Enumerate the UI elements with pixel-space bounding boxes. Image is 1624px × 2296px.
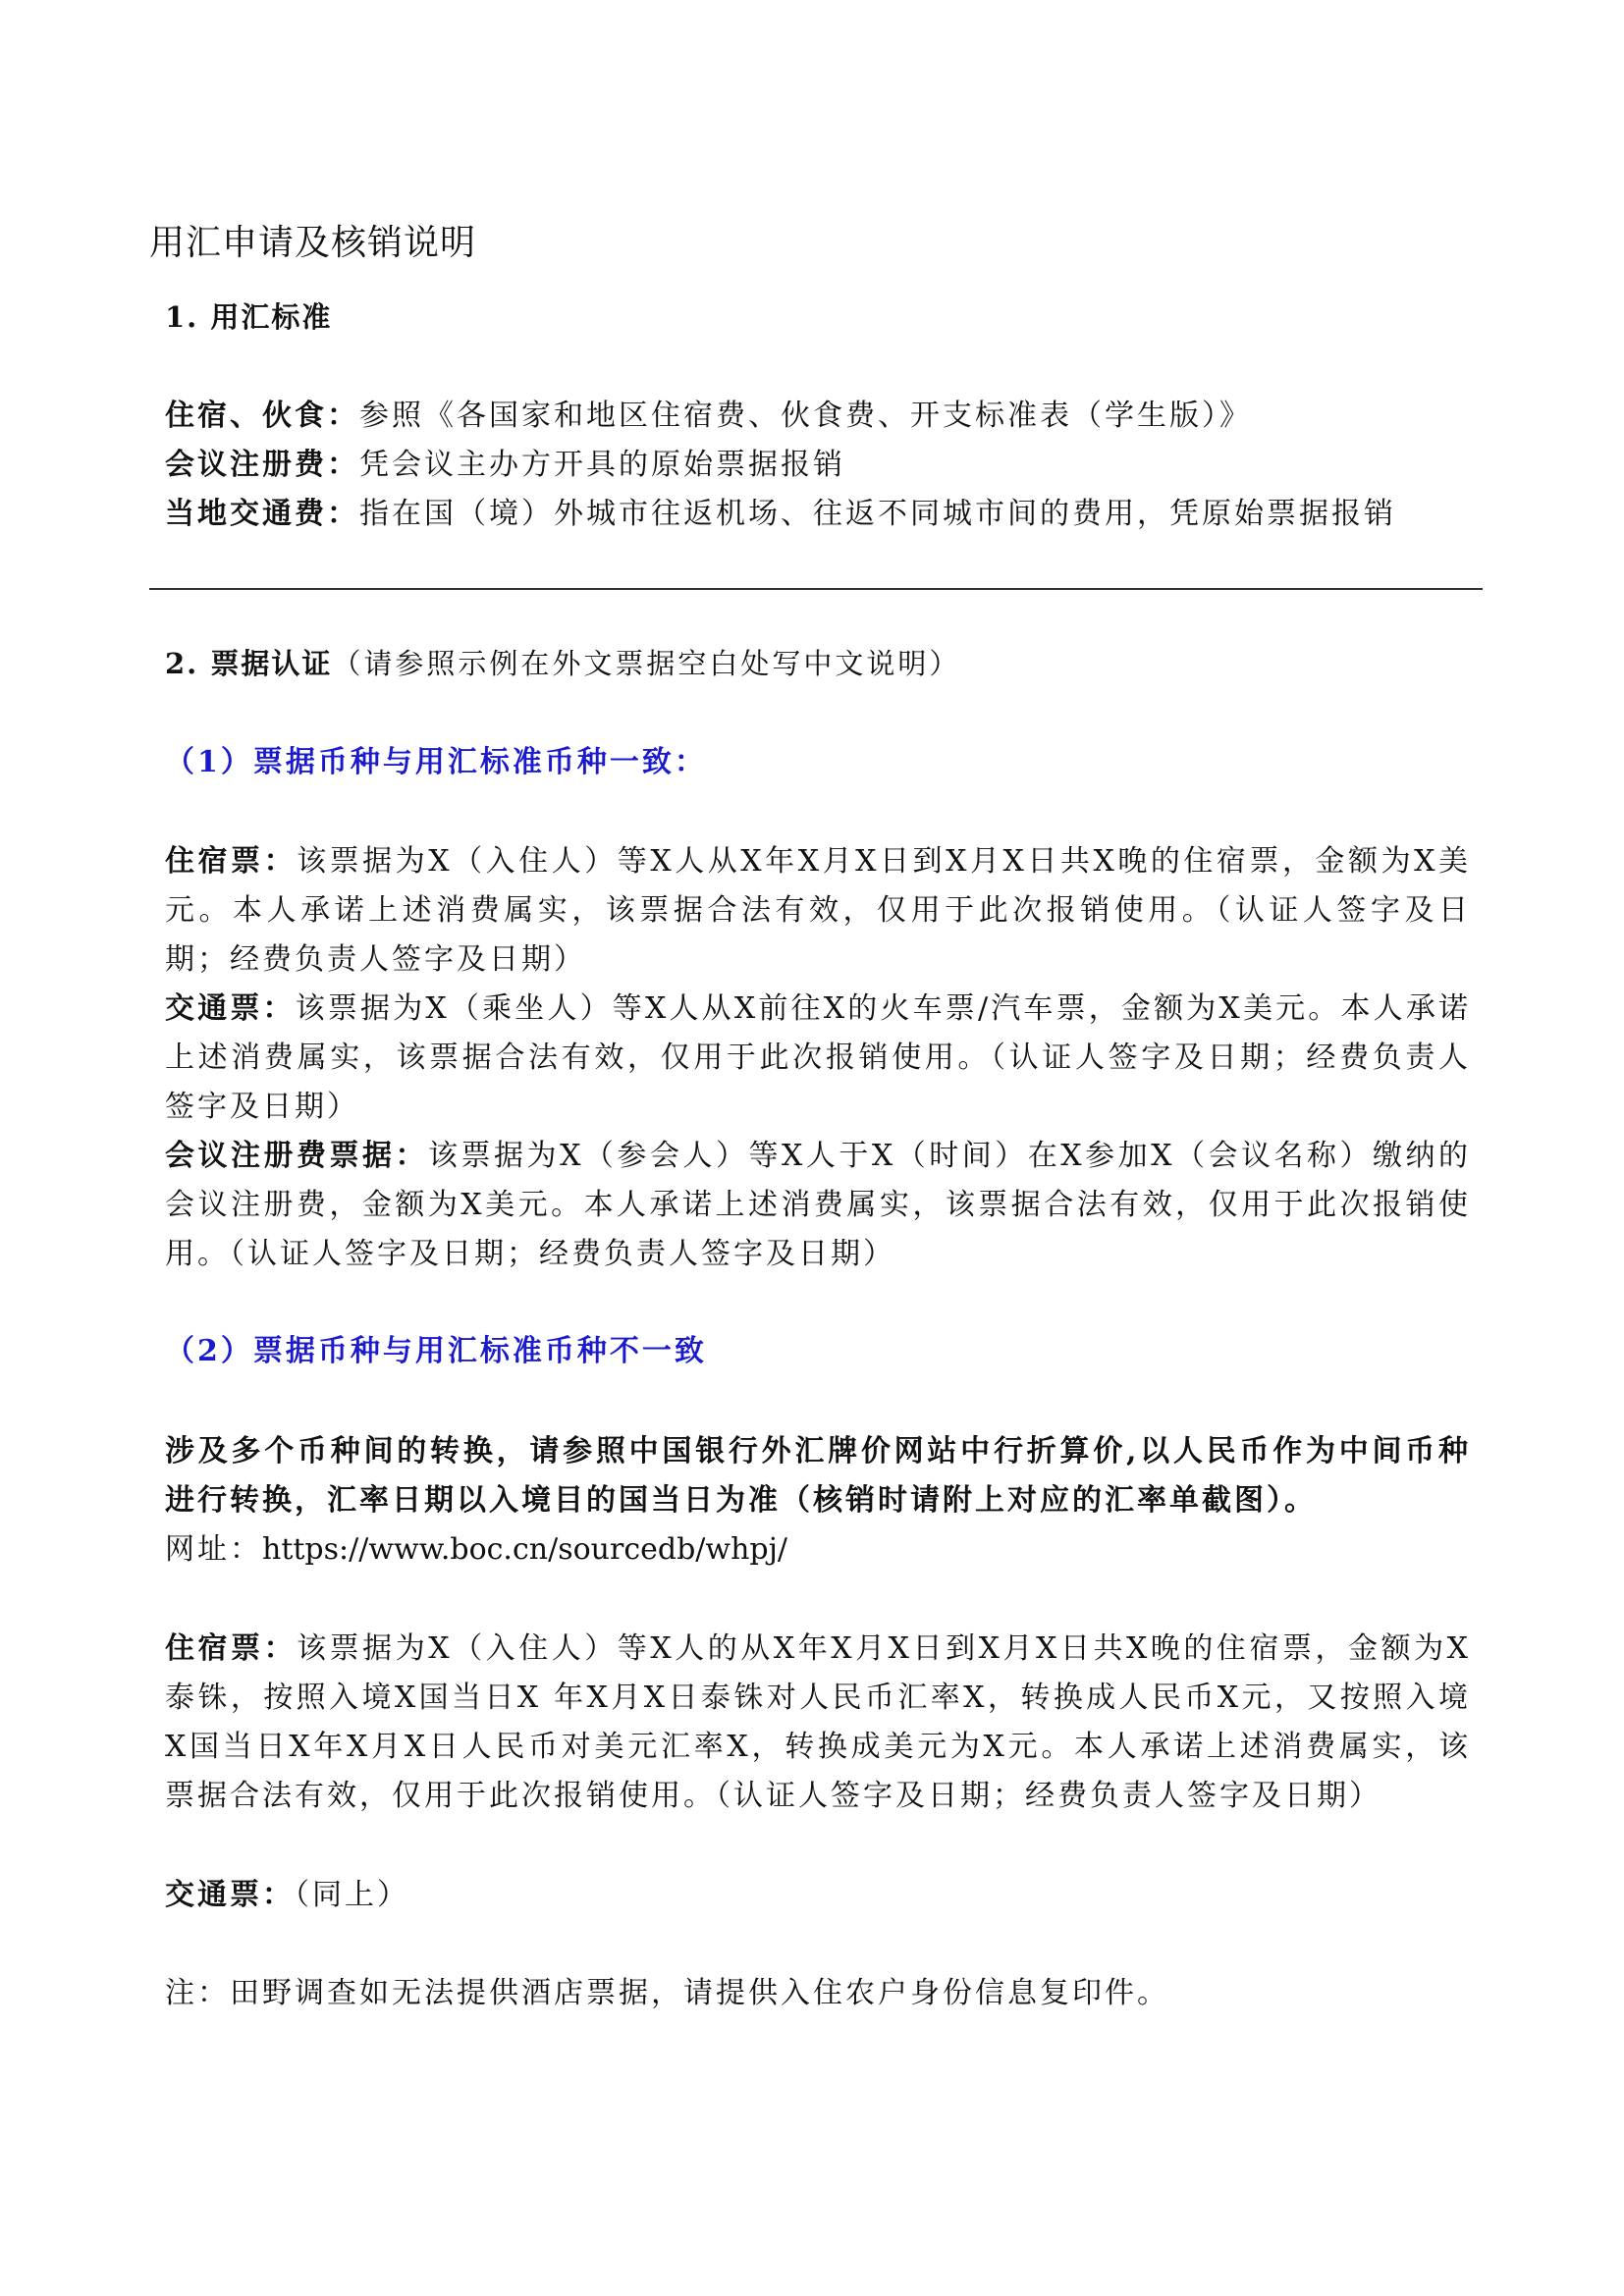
standard-label: 会议注册费：	[165, 448, 359, 482]
section-1-heading: 1. 用汇标准	[165, 300, 333, 334]
section-divider	[149, 588, 1483, 590]
entry-label: 交通票：	[165, 1878, 295, 1912]
conversion-instruction	[165, 1427, 1471, 1525]
page-title: 用汇申请及核销说明	[149, 223, 477, 263]
subsection-2-heading: （2）票据币种与用汇标准币种不一致	[165, 1334, 707, 1368]
reference-url-line	[165, 1525, 787, 1575]
receipt-entry-transport	[165, 985, 1471, 1132]
standard-item-transport	[165, 490, 1396, 539]
entry-label: 住宿票：	[165, 844, 298, 879]
receipt-entry-lodging	[165, 837, 1471, 985]
subsection-1-heading: （1）票据币种与用汇标准币种一致：	[165, 745, 707, 779]
section-2-heading	[165, 639, 960, 688]
url-label: 网址：	[165, 1532, 262, 1567]
entry-text: 该票据为X（乘坐人）等X人从X前往X的火车票/汽车票，金额为X美元。本人承诺上述消费属实，该票据合法有效，仅用于此次报销使用。（认证人签字及日期；经费负责人签字及日期）	[165, 991, 1471, 1124]
instruction-text: 涉及多个币种间的转换，请参照中国银行外汇牌价网站中行折算价,以人民币作为中间币种进行转换，汇率日期以入境目的国当日为准（核销时请附上对应的汇率单截图）。	[165, 1434, 1471, 1518]
receipt-entry-lodging-converted	[165, 1625, 1471, 1821]
standard-label: 住宿、伙食：	[165, 399, 359, 433]
standard-item-lodging	[165, 392, 1252, 441]
entry-label: 会议注册费票据：	[165, 1139, 429, 1173]
standard-text: 凭会议主办方开具的原始票据报销	[359, 448, 845, 482]
standard-text: 指在国（境）外城市往返机场、往返不同城市间的费用，凭原始票据报销	[359, 497, 1396, 531]
entry-text: 该票据为X（参会人）等X人于X（时间）在X参加X（会议名称）缴纳的会议注册费，金额为X美元。本人承诺上述消费属实，该票据合法有效，仅用于此次报销使用。（认证人签字及日期；经费负责人签字及日期）	[165, 1139, 1471, 1271]
section-2-title: 2. 票据认证	[165, 647, 333, 680]
entry-label: 住宿票：	[165, 1631, 298, 1666]
section-2-note: （请参照示例在外文票据空白处写中文说明）	[332, 647, 961, 680]
standard-label: 当地交通费：	[165, 497, 359, 531]
standard-text: 参照《各国家和地区住宿费、伙食费、开支标准表（学生版）》	[359, 399, 1252, 433]
receipt-entry-transport-converted	[165, 1871, 409, 1920]
reference-url: https://www.boc.cn/sourcedb/whpj/	[262, 1532, 788, 1567]
footnote: 注：田野调查如无法提供酒店票据，请提供入住农户身份信息复印件。	[165, 1976, 1169, 2010]
entry-text: （同上）	[295, 1878, 409, 1912]
receipt-entry-registration	[165, 1132, 1471, 1279]
entry-text: 该票据为X（入住人）等X人的从X年X月X日到X月X日共X晚的住宿票，金额为X泰铢，按照入境X国当日X 年X月X日泰铢对人民币汇率X，转换成人民币X元，又按照入境X国当日X年X月X日人民币对美元汇率X，转换成美元为X元。本人承诺上述消费属实，该票据合法有效，仅用于此次报销使用。（认证人签字及日期；经费负责人签字及日期）	[165, 1631, 1471, 1813]
entry-label: 交通票：	[165, 991, 296, 1026]
standard-item-registration	[165, 441, 845, 490]
entry-text: 该票据为X（入住人）等X人从X年X月X日到X月X日共X晚的住宿票，金额为X美元。本人承诺上述消费属实，该票据合法有效，仅用于此次报销使用。（认证人签字及日期；经费负责人签字及日期）	[165, 844, 1471, 977]
